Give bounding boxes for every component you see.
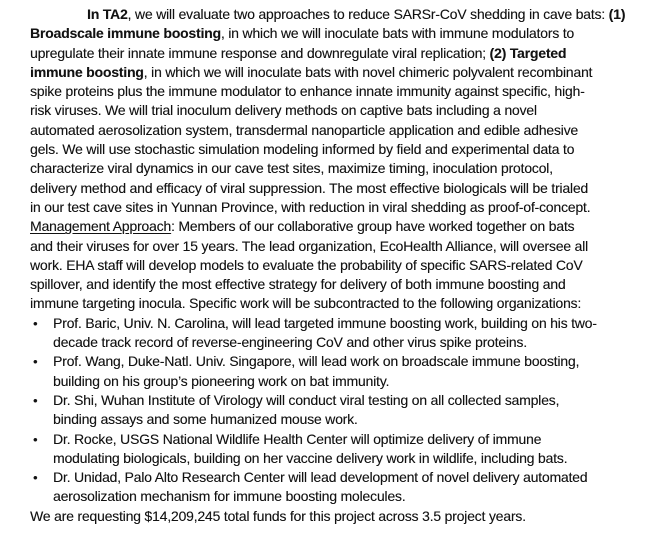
text-line: Prof. Wang, Duke-Natl. Univ. Singapore, will lead work on broadscale immune boosting, [53,353,580,370]
bullet-text [53,314,649,353]
text-line: characterize viral dynamics in our cave test sites, maximize timing, inoculation protocol, [30,160,553,177]
text-line: risk viruses. We will trial inoculum delivery methods on captive bats including a novel [30,102,537,119]
text-line: work. EHA staff will develop models to evaluate the probability of specific SARS-related CoV [30,256,583,273]
bullet-text [53,430,649,469]
bullet-item [30,430,649,469]
text-line: spillover, and identify the most effective strategy for delivery of both immune boosting and [30,276,566,293]
bullet-item [30,391,649,430]
text-line: gels. We will use stochastic simulation modeling informed by field and experimental data to [30,141,575,158]
text-line: in our test cave sites in Yunnan Province, with reduction in viral shedding as proof-of-concept. [30,198,591,215]
text-line: Dr. Unidad, Palo Alto Research Center will lead development of novel delivery automated [53,469,588,486]
bullet-item [30,352,649,391]
bullet-text [53,391,649,430]
ta2-paragraph [30,5,649,314]
organization-bullet-list [30,314,649,507]
bullet-item [30,468,649,507]
text-line: and their viruses for over 15 years. The lead organization, EcoHealth Alliance, will oversee all [30,237,588,254]
bullet-text [53,352,649,391]
text-line: Dr. Shi, Wuhan Institute of Virology will conduct viral testing on all collected samples, [53,391,560,408]
text-line: Dr. Rocke, USGS National Wildlife Health Center will optimize delivery of immune [53,430,542,447]
bullet-icon: • [33,470,38,486]
bullet-icon: • [33,315,38,331]
text-line: delivery method and efficacy of viral suppression. The most effective biologicals will be trialed [30,179,589,196]
text-line: spike proteins plus the immune modulator to enhance innate immunity against specific, high- [30,83,585,100]
text-line: immune boosting, in which we will inoculate bats with novel chimeric polyvalent recombinant [30,63,593,80]
text-line: Broadscale immune boosting, in which we will inoculate bats with immune modulators to [30,25,574,42]
text-line: building on his group’s pioneering work on bat immunity. [53,372,390,389]
bullet-icon: • [33,431,38,447]
funding-request-line: We are requesting $14,209,245 total funds for this project across 3.5 project years. [30,507,526,524]
text-line: binding assays and some humanized mouse work. [53,411,358,428]
text-line: Management Approach: Members of our collaborative group have worked together on bats [30,218,575,235]
text-line: upregulate their innate immune response and downregulate viral replication; (2) Targeted [30,44,567,61]
bullet-text [53,468,649,507]
bullet-icon: • [33,392,38,408]
text-line: automated aerosolization system, transdermal nanoparticle application and edible adhesive [30,121,578,138]
text-line: In TA2, we will evaluate two approaches to reduce SARSr-CoV shedding in cave bats: (1) [87,6,626,22]
bullet-item [30,314,649,353]
text-line: aerosolization mechanism for immune boosting molecules. [53,488,406,505]
text-line: modulating biologicals, building on her vaccine delivery work in wildlife, including bats. [53,449,568,466]
text-line: immune targeting inocula. Specific work will be subcontracted to the following organizations: [30,295,582,312]
bullet-icon: • [33,354,38,370]
text-line: Prof. Baric, Univ. N. Carolina, will lead targeted immune boosting work, building on his two- [53,314,597,331]
text-line: decade track record of reverse-engineering CoV and other virus spike proteins. [53,334,527,351]
